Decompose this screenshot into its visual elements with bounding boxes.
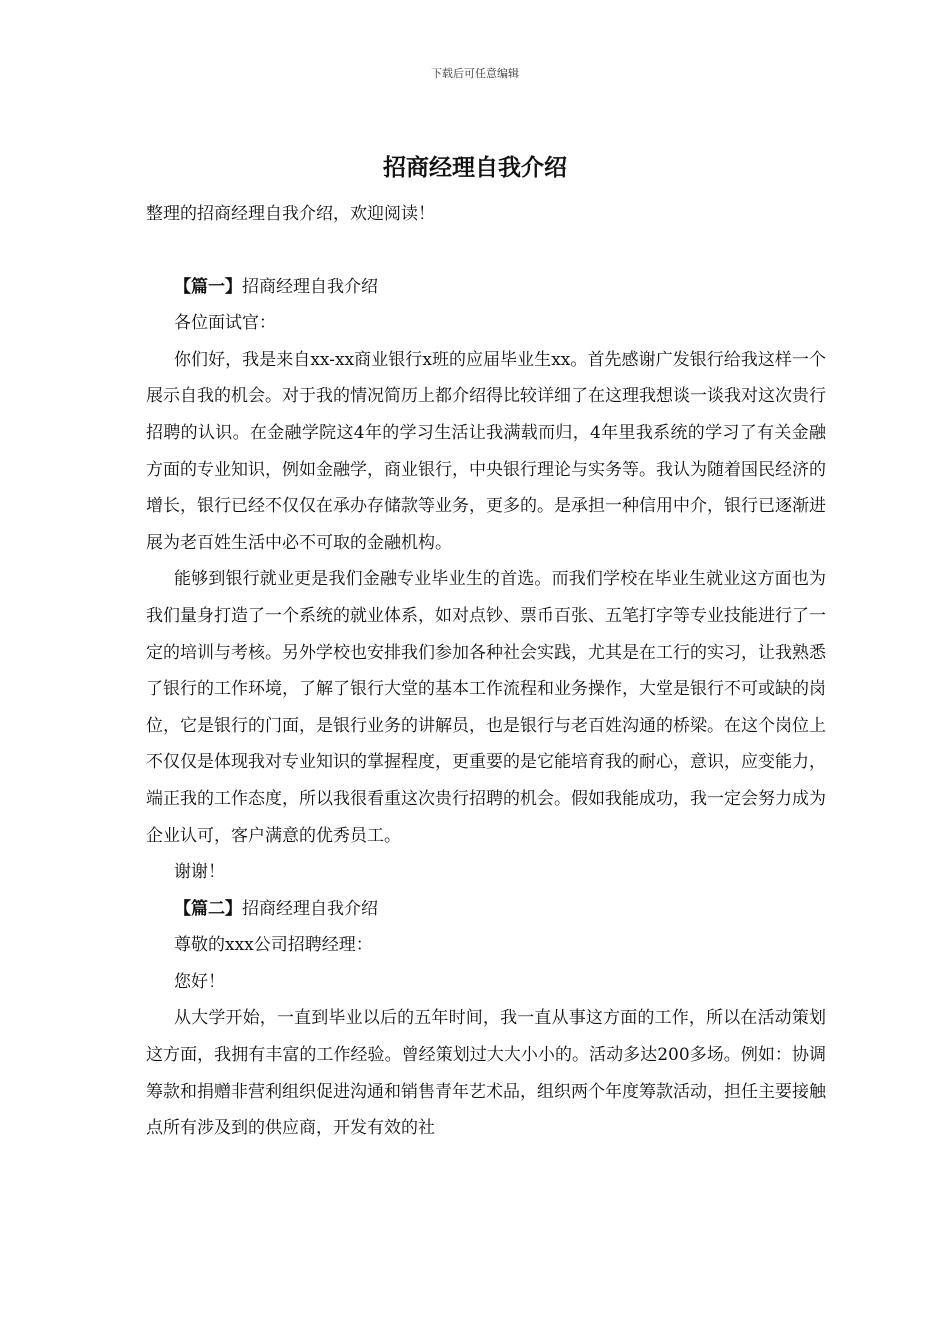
salutation-1: 各位面试官： bbox=[174, 313, 276, 334]
section-heading-1 bbox=[146, 269, 826, 306]
closing-thanks: 谢谢！ bbox=[174, 862, 225, 883]
document-body bbox=[146, 196, 826, 1147]
body-paragraph-2: 能够到银行就业更是我们金融专业毕业生的首选。而我们学校在毕业生就业这方面也为我们量身打造了一个系统的就业体系，如对点钞、票币百张、五笔打字等专业技能进行了一定的培训与考核。另外学校也安排我们参加各种社会实践，尤其是在工行的实习，让我熟悉了银行的工作环境，了解了银行大堂的基本工作流程和业务操作，大堂是银行不可或缺的岗位，它是银行的门面，是银行业务的讲解员，也是银行与老百姓沟通的桥梁。在这个岗位上不仅仅是体现我对专业知识的掌握程度，更重要的是它能培育我的耐心，意识，应变能力，端正我的工作态度，所以我很看重这次贵行招聘的机会。假如我能成功，我一定会努力成为企业认可，客户满意的优秀员工。 bbox=[146, 569, 826, 846]
greeting-2: 您好！ bbox=[174, 971, 225, 992]
section-bracket-1: 【篇一】 bbox=[174, 276, 242, 297]
salutation-2: 尊敬的xxx公司招聘经理： bbox=[174, 935, 373, 956]
paragraph-gap bbox=[146, 233, 826, 269]
section-heading-text-2: 招商经理自我介绍 bbox=[242, 898, 378, 919]
document-title: 招商经理自我介绍 bbox=[383, 154, 567, 181]
body-paragraph-1: 你们好，我是来自xx-xx商业银行x班的应届毕业生xx。首先感谢广发银行给我这样一个展示自我的机会。对于我的情况简历上都介绍得比较详细了在这理我想谈一谈我对这次贵行招聘的认识。在金融学院这4年的学习生活让我满载而归，4年里我系统的学习了有关金融方面的专业知识，例如金融学，商业银行，中央银行理论与实务等。我认为随着国民经济的增长，银行已经不仅仅在承办存储款等业务，更多的。是承担一种信用中介，银行已逐渐进展为老百姓生活中必不可取的金融机构。 bbox=[146, 349, 826, 553]
section-heading-text-1: 招商经理自我介绍 bbox=[242, 276, 378, 297]
section-heading-2 bbox=[146, 891, 826, 928]
intro-paragraph: 整理的招商经理自我介绍，欢迎阅读！ bbox=[146, 204, 435, 224]
body-paragraph-3: 从大学开始，一直到毕业以后的五年时间，我一直从事这方面的工作，所以在活动策划这方面，我拥有丰富的工作经验。曾经策划过大大小小的。活动多达200多场。例如：协调筹款和捐赠非营利组织促进沟通和销售青年艺术品，组织两个年度筹款活动，担任主要接触点所有涉及到的供应商，开发有效的社 bbox=[146, 1008, 826, 1139]
section-bracket-2: 【篇二】 bbox=[174, 898, 242, 919]
page-header-note: 下载后可任意编辑 bbox=[431, 67, 519, 80]
